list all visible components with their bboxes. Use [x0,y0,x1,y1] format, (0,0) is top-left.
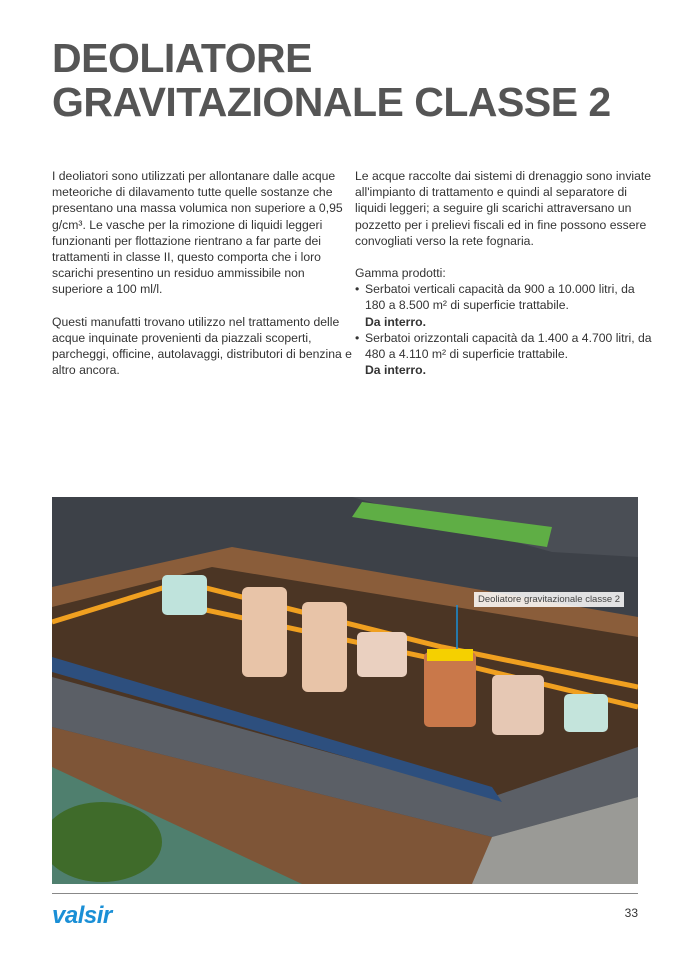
paragraph: Le acque raccolte dai sistemi di drenaggio sono inviate all'impianto di trattamento e quindi al separatore di liquidi leggeri; a seguire gli scarichi attraversano un pozzetto per i prelievi fiscali ed in fine possono essere convogliati verso la rete fognaria. [355,169,652,248]
title-line-2: GRAVITAZIONALE CLASSE 2 [52,79,611,125]
item-text: Serbatoi verticali capacità da 900 a 10.000 litri, da 180 a 8.500 m² di superficie trattabile. [365,282,635,313]
item-note: Da interro. [365,363,426,378]
footer-divider [52,893,638,894]
item-text: Serbatoi orizzontali capacità da 1.400 a 4.700 litri, da 480 a 4.110 m² di superficie trattabile. [365,330,652,362]
title-line-1: DEOLIATORE [52,35,312,81]
page-title [52,36,611,124]
item-note: Da interro. [365,314,426,329]
paragraph: Questi manufatti trovano utilizzo nel trattamento delle acque inquinate provenienti da piazzali scoperti, parcheggi, officine, autolavaggi, distributori di benzina e altro ancora. [52,314,352,378]
paragraph: I deoliatori sono utilizzati per allontanare dalle acque meteoriche di dilavamento tutte quelle sostanze che presentano una massa volumica non superiore a 0,95 g/cm³. Le vasche per la rimozione di liquidi leggeri funzionanti per flottazione rientrano a far parte dei trattamenti in classe II, questo comporta che i loro scarichi presentino un residuo ammissibile non superiore a 100 ml/l. [52,169,343,297]
illustration-callout: Deoliatore gravitazionale classe 2 [474,592,624,607]
text-column-left [52,168,352,394]
list-item [355,330,655,379]
product-list [355,281,655,378]
range-label: Gamma prodotti: [355,266,446,281]
page-number: 33 [624,906,638,920]
list-item [355,281,655,330]
installation-illustration [52,497,638,884]
text-column-right [355,168,655,378]
brand-logo: valsir [52,902,112,929]
